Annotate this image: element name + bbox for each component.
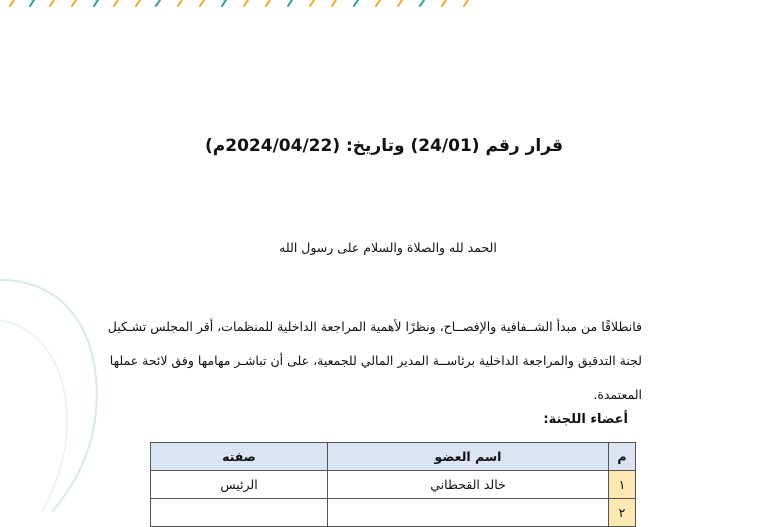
member-number: ٢ bbox=[609, 499, 636, 527]
members-table bbox=[150, 442, 636, 527]
table-row bbox=[151, 499, 636, 527]
decision-paragraph: فانطلاقًا من مبدأ الشــفافية والإفصــاح، ونظرًا لأهمية المراجعة الداخلية للمنظمات، أقر المجلس تشـكيل لجنة التدقيق والمراجعة الداخلية برئاســة المدير المالي للجمعية، على أن تباشـر مهامها وفق لائحة عملها المعتمدة. bbox=[107, 319, 642, 402]
member-name bbox=[328, 499, 609, 527]
member-number: ١ bbox=[609, 471, 636, 499]
header-member-name: اسم العضو bbox=[328, 443, 609, 471]
header-member-role: صفته bbox=[151, 443, 328, 471]
members-table-header-row bbox=[151, 443, 636, 471]
member-name: خالد القحطاني bbox=[328, 471, 609, 499]
greeting-text: الحمد لله والصلاة والسلام على رسول الله bbox=[279, 240, 497, 255]
members-heading: أعضاء اللجنة: bbox=[543, 412, 628, 427]
table-row bbox=[151, 471, 636, 499]
header-decoration bbox=[0, 0, 768, 12]
decision-title: قرار رقم (24/01) وتاريخ: (2024/04/22م) bbox=[205, 136, 563, 156]
member-role bbox=[151, 499, 328, 527]
header-number: م bbox=[609, 443, 636, 471]
member-role: الرئيس bbox=[151, 471, 328, 499]
